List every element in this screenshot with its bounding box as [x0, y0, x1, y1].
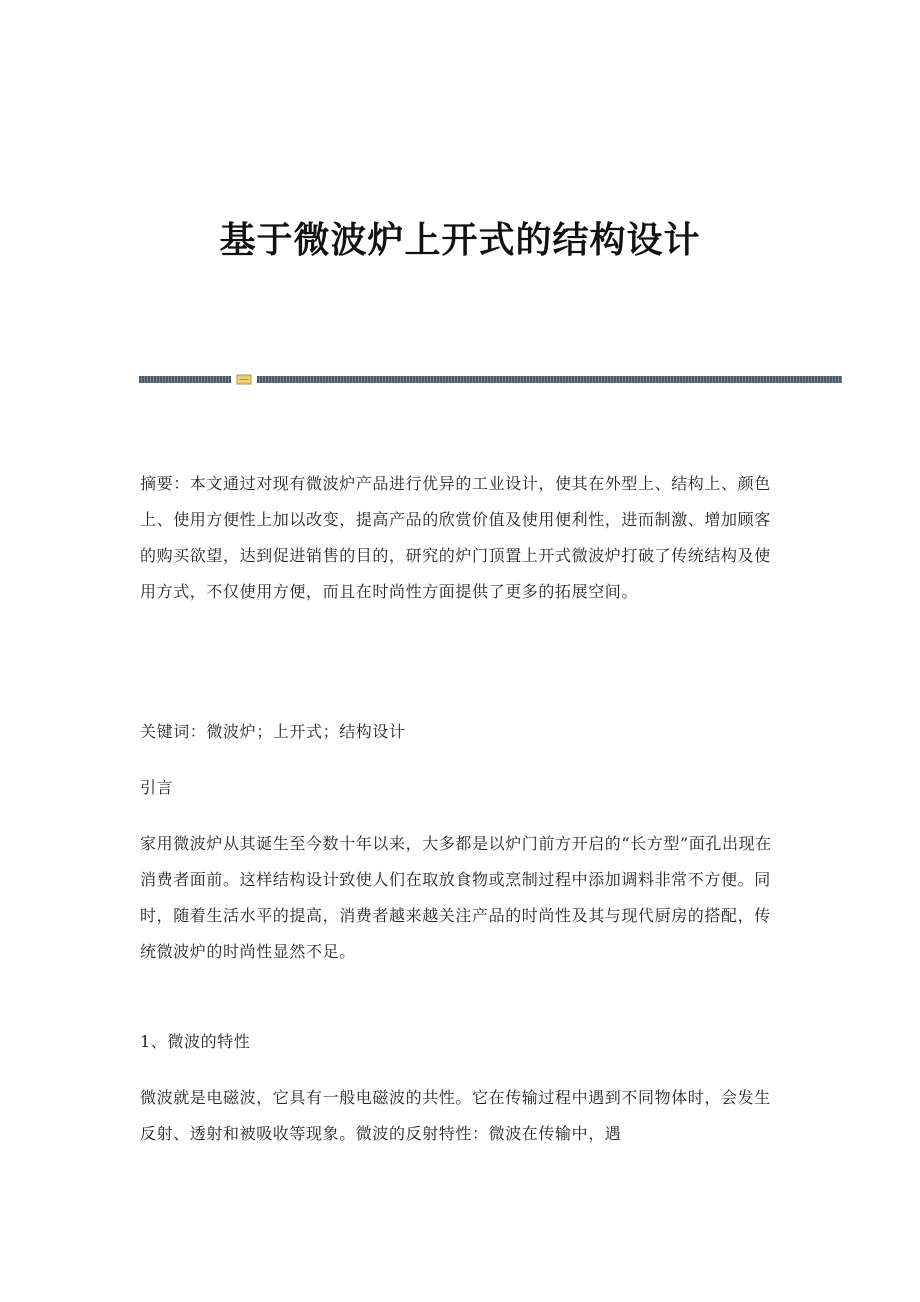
- intro-paragraph: 家用微波炉从其诞生至今数十年以来，大多都是以炉门前方开启的“长方型”面孔出现在消费者面前。这样结构设计致使人们在取放食物或烹制过程中添加调料非常不方便。同时，随着生活水平的提高，消费者越来越关注产品的时尚性及其与现代厨房的搭配，传统微波炉的时尚性显然不足。: [140, 834, 772, 961]
- section1-heading: 1、微波的特性: [140, 1032, 251, 1051]
- section1-paragraph: 微波就是电磁波，它具有一般电磁波的共性。它在传输过程中遇到不同物体时，会发生反射、透射和被吸收等现象。微波的反射特性：微波在传输中，遇: [140, 1088, 771, 1143]
- page-title: 基于微波炉上开式的结构设计: [219, 220, 701, 261]
- intro-heading: 引言: [140, 778, 174, 797]
- title-divider: [139, 374, 842, 384]
- divider-bar-right: [257, 376, 842, 383]
- keywords-line: 关键词：微波炉；上开式；结构设计: [140, 722, 406, 741]
- divider-ornament-icon: [236, 374, 252, 385]
- abstract-paragraph: 摘要：本文通过对现有微波炉产品进行优异的工业设计，使其在外型上、结构上、颜色上、使用方便性上加以改变，提高产品的欣赏价值及使用便利性，进而制激、增加顾客的购买欲望，达到促进销售的目的，研究的炉门顶置上开式微波炉打破了传统结构及使用方式，不仅使用方便，而且在时尚性方面提供了更多的拓展空间。: [140, 474, 771, 601]
- divider-bar-left: [139, 376, 231, 383]
